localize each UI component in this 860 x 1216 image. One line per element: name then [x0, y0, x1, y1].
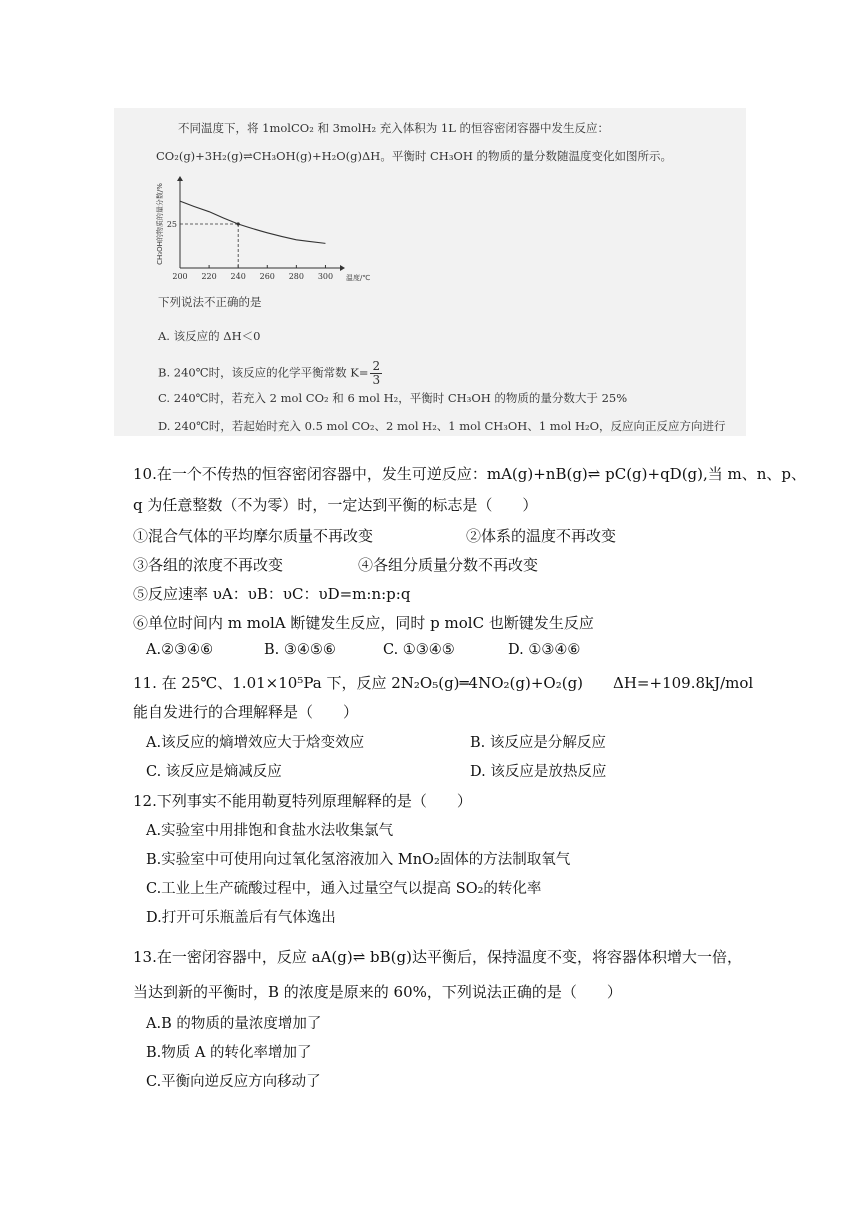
- series-line: [180, 201, 325, 243]
- q10-statement-4: ④各组分质量分数不再改变: [358, 556, 539, 574]
- x-tick-label: 240: [230, 272, 246, 281]
- q10-line1: 10.在一个不传热的恒容密闭容器中，发生可逆反应：mA(g)+nB(g)⇌ pC(g)+qD(g),当 m、n、p、: [133, 465, 807, 483]
- data-point-240: [237, 222, 240, 225]
- q11-line1: 11. 在 25℃、1.01×10⁵Pa 下，反应 2N₂O₅(g)═4NO₂(g)+O₂(g) ΔH=+109.8kJ/mol: [133, 674, 754, 692]
- q10-statement-5: ⑤反应速率 υA：υB：υC：υD=m:n:p:q: [133, 585, 411, 603]
- q10-statement-3: ③各组的浓度不再改变: [133, 556, 284, 574]
- q13-option-b: B.物质 A 的转化率增加了: [146, 1045, 312, 1061]
- x-tick-label: 300: [317, 272, 334, 281]
- q10-line2: q 为任意整数（不为零）时，一定达到平衡的标志是（ ）: [133, 496, 538, 514]
- y-tick-label: 25: [166, 220, 177, 229]
- q12-option-a: A.实验室中用排饱和食盐水法收集氯气: [146, 823, 394, 839]
- figure-option-b-text: B. 240℃时，该反应的化学平衡常数 K=: [158, 365, 369, 380]
- q10-option-d: D. ①③④⑥: [508, 642, 581, 658]
- fraction-denominator: 3: [372, 373, 381, 387]
- q13-line2: 当达到新的平衡时，B 的浓度是原来的 60%，下列说法正确的是（ ）: [133, 983, 622, 1001]
- q10-statement-6: ⑥单位时间内 m molA 断键发生反应，同时 p molC 也断键发生反应: [133, 614, 594, 632]
- figure-option-c: C. 240℃时，若充入 2 mol CO₂ 和 6 mol H₂，平衡时 CH₃OH 的物质的量分数大于 25%: [158, 391, 628, 405]
- q10-option-b: B. ③④⑤⑥: [264, 642, 336, 658]
- q11-option-d: D. 该反应是放热反应: [470, 764, 607, 780]
- q13-option-a: A.B 的物质的量浓度增加了: [146, 1016, 322, 1032]
- k-fraction: [370, 360, 382, 387]
- q13-line1: 13.在一密闭容器中，反应 aA(g)⇌ bB(g)达平衡后，保持温度不变，将容器体积增大一倍，: [133, 948, 742, 966]
- x-tick-label: 200: [172, 272, 188, 281]
- ch3oh-fraction-chart: [154, 174, 371, 286]
- q11-option-a: A.该反应的熵增效应大于焓变效应: [146, 735, 365, 751]
- q12-option-b: B.实验室中可使用向过氧化氢溶液加入 MnO₂固体的方法制取氧气: [146, 852, 571, 868]
- q12-line1: 12.下列事实不能用勒夏特列原理解释的是（ ）: [133, 792, 472, 810]
- figure-intro-line2: CO₂(g)+3H₂(g)⇌CH₃OH(g)+H₂O(g)ΔH。平衡时 CH₃OH 的物质的量分数随温度变化如图所示。: [156, 149, 673, 163]
- x-tick-label: 280: [288, 272, 305, 281]
- q10-statement-2: ②体系的温度不再改变: [466, 527, 617, 545]
- figure-question: 下列说法不正确的是: [158, 295, 262, 309]
- q13-option-c: C.平衡向逆反应方向移动了: [146, 1074, 321, 1090]
- q10-statement-1: ①混合气体的平均摩尔质量不再改变: [133, 527, 374, 545]
- figure-intro-line1: 不同温度下，将 1molCO₂ 和 3molH₂ 充入体积为 1L 的恒容密闭容器中发生反应：: [178, 121, 610, 135]
- y-axis-label: CH₃OH的物质的量分数/%: [156, 183, 164, 265]
- question-9-figure: [114, 108, 746, 436]
- q11-line2: 能自发进行的合理解释是（ ）: [133, 703, 359, 721]
- q12-option-c: C.工业上生产硫酸过程中，通入过量空气以提高 SO₂的转化率: [146, 881, 542, 897]
- q11-option-b: B. 该反应是分解反应: [470, 735, 606, 751]
- q11-option-c: C. 该反应是熵减反应: [146, 764, 282, 780]
- q10-option-c: C. ①③④⑤: [383, 642, 455, 658]
- x-tick-label: 260: [259, 272, 275, 281]
- q10-option-a: A.②③④⑥: [146, 642, 214, 658]
- figure-option-a: A. 该反应的 ΔH＜0: [158, 329, 261, 343]
- q12-option-d: D.打开可乐瓶盖后有气体逸出: [146, 910, 336, 926]
- fraction-numerator: 2: [372, 359, 381, 373]
- x-axis-arrow: [340, 265, 345, 271]
- y-axis-arrow: [177, 176, 183, 181]
- x-axis-label: 温度/℃: [346, 274, 371, 282]
- x-tick-label: 220: [201, 272, 217, 281]
- figure-option-d: D. 240℃时，若起始时充入 0.5 mol CO₂、2 mol H₂、1 mol CH₃OH、1 mol H₂O，反应向正反应方向进行: [158, 419, 726, 433]
- figure-option-b: [158, 360, 382, 387]
